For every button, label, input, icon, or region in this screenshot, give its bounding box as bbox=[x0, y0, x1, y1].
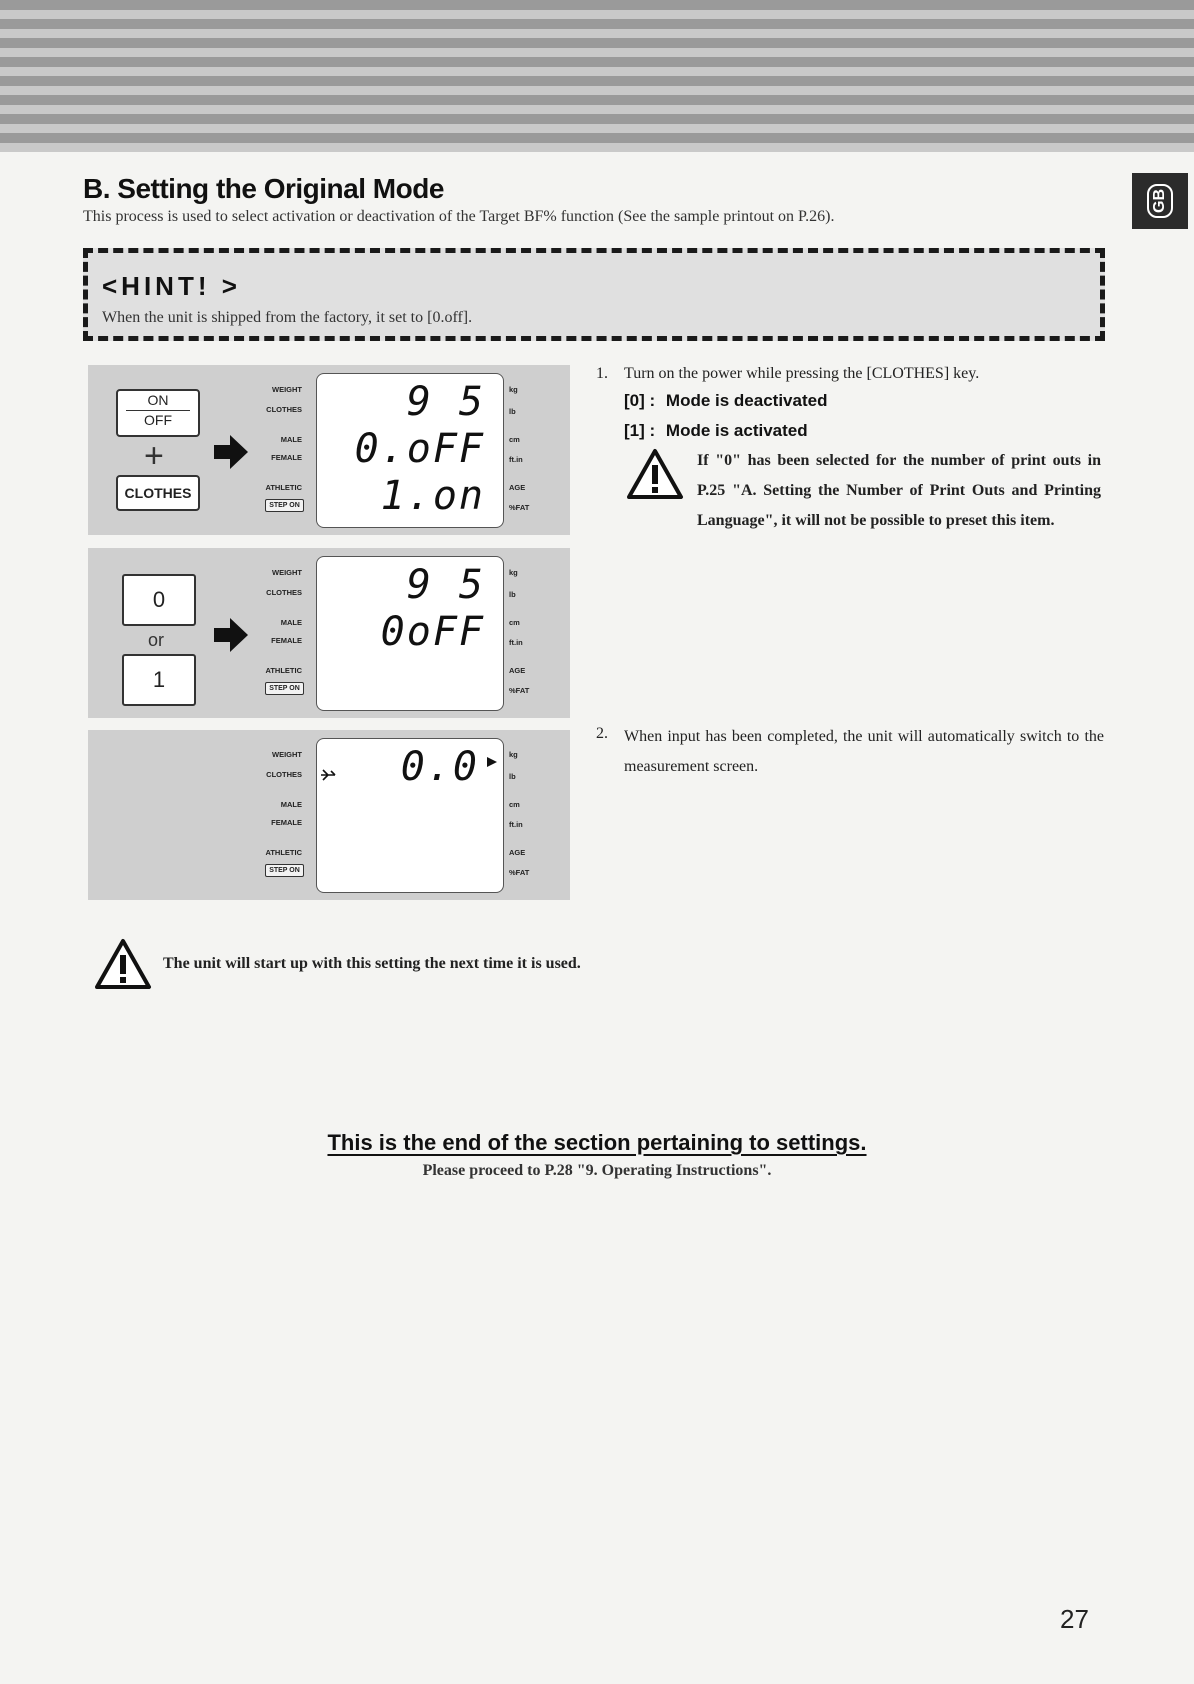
lcd-line-3: 1.on bbox=[380, 473, 485, 519]
page-number: 27 bbox=[1060, 1604, 1089, 1634]
lcd-line-1: 9 5 bbox=[406, 562, 485, 608]
label-clothes: CLOTHES bbox=[266, 588, 302, 597]
label-age: AGE bbox=[509, 848, 526, 857]
label-fat: %FAT bbox=[509, 503, 530, 512]
off-key-label: OFF bbox=[144, 412, 172, 428]
section-title: B. Setting the Original Mode bbox=[83, 173, 444, 204]
or-label: or bbox=[148, 630, 165, 650]
label-ftin: ft.in bbox=[509, 455, 523, 464]
lcd-line-2: 0.oFF bbox=[354, 426, 485, 472]
hint-title: <HINT! > bbox=[102, 271, 241, 301]
label-lb: lb bbox=[509, 772, 516, 781]
mode-0 bbox=[624, 391, 827, 411]
label-age: AGE bbox=[509, 666, 526, 675]
label-fat: %FAT bbox=[509, 868, 530, 877]
label-weight: WEIGHT bbox=[272, 385, 302, 394]
label-female: FEMALE bbox=[271, 636, 302, 645]
lcd-line-1: 0.0 bbox=[400, 744, 479, 790]
label-kg: kg bbox=[509, 385, 518, 394]
label-ftin: ft.in bbox=[509, 638, 523, 647]
label-weight: WEIGHT bbox=[272, 568, 302, 577]
mode-1-code: [1] : bbox=[624, 421, 656, 440]
step-1-text: Turn on the power while pressing the [CLOTHES] key. bbox=[624, 365, 980, 382]
lcd-screen bbox=[316, 556, 504, 711]
hint-box bbox=[83, 248, 1105, 341]
step-2-text: When input has been completed, the unit will automatically switch to the measurement screen. bbox=[624, 728, 1104, 775]
on-key-label: ON bbox=[147, 392, 169, 408]
label-lb: lb bbox=[509, 407, 516, 416]
label-female: FEMALE bbox=[271, 453, 302, 462]
label-age: AGE bbox=[509, 483, 526, 492]
label-lb: lb bbox=[509, 590, 516, 599]
lcd-screen bbox=[316, 738, 504, 893]
section-intro: This process is used to select activation or deactivation of the Target BF% function (See the sample printout on P.26). bbox=[83, 208, 835, 225]
step-2-number: 2. bbox=[596, 725, 608, 742]
display-panel-3 bbox=[88, 730, 570, 900]
one-key: 1 bbox=[122, 654, 196, 706]
lcd-line-2: 0oFF bbox=[380, 609, 485, 655]
mode-1-label: Mode is activated bbox=[665, 421, 808, 440]
language-tab-label: GB bbox=[1147, 184, 1173, 218]
display-panel-2 bbox=[88, 548, 570, 718]
label-athletic: ATHLETIC bbox=[265, 848, 302, 857]
on-off-key bbox=[116, 389, 200, 437]
label-clothes: CLOTHES bbox=[266, 405, 302, 414]
end-of-section-title bbox=[0, 1130, 1194, 1156]
plus-sign: + bbox=[144, 437, 164, 475]
label-male: MALE bbox=[280, 618, 302, 627]
end-of-section-text: This is the end of the section pertaining to settings. bbox=[327, 1130, 867, 1155]
clothes-indicator-icon bbox=[319, 767, 339, 783]
step-on-label: STEP ON bbox=[265, 682, 304, 695]
label-ftin: ft.in bbox=[509, 820, 523, 829]
label-athletic: ATHLETIC bbox=[265, 666, 302, 675]
step-on-label: STEP ON bbox=[265, 864, 304, 877]
language-tab bbox=[1132, 173, 1188, 229]
warning-icon bbox=[94, 938, 152, 990]
step-on-label: STEP ON bbox=[265, 499, 304, 512]
label-cm: cm bbox=[509, 800, 520, 809]
warning-text: If "0" has been selected for the number of print outs in P.25 "A. Setting the Number of Print Outs and Printing Language", it will not be possible to preset this item. bbox=[697, 452, 1101, 529]
step-1-number: 1. bbox=[596, 365, 608, 382]
label-cm: cm bbox=[509, 618, 520, 627]
mode-0-code: [0] : bbox=[624, 391, 656, 410]
label-weight: WEIGHT bbox=[272, 750, 302, 759]
right-arrow-icon bbox=[214, 618, 248, 652]
warning-icon bbox=[626, 448, 684, 500]
label-fat: %FAT bbox=[509, 686, 530, 695]
startup-note: The unit will start up with this setting the next time it is used. bbox=[163, 955, 581, 972]
display-panel-1 bbox=[88, 365, 570, 535]
mode-0-label: Mode is deactivated bbox=[665, 391, 828, 410]
label-athletic: ATHLETIC bbox=[265, 483, 302, 492]
zero-key: 0 bbox=[122, 574, 196, 626]
label-female: FEMALE bbox=[271, 818, 302, 827]
hint-text: When the unit is shipped from the factory, it set to [0.off]. bbox=[102, 309, 473, 326]
right-arrow-icon bbox=[214, 435, 248, 469]
lcd-line-1: 9 5 bbox=[406, 379, 485, 425]
label-male: MALE bbox=[280, 800, 302, 809]
label-male: MALE bbox=[280, 435, 302, 444]
clothes-key: CLOTHES bbox=[116, 475, 200, 511]
label-cm: cm bbox=[509, 435, 520, 444]
indicator-arrow-icon bbox=[487, 757, 497, 767]
label-kg: kg bbox=[509, 750, 518, 759]
lcd-screen bbox=[316, 373, 504, 528]
header-stripes bbox=[0, 0, 1194, 152]
label-kg: kg bbox=[509, 568, 518, 577]
mode-1 bbox=[624, 421, 808, 441]
label-clothes: CLOTHES bbox=[266, 770, 302, 779]
end-of-section-subtitle: Please proceed to P.28 "9. Operating Instructions". bbox=[422, 1162, 772, 1179]
